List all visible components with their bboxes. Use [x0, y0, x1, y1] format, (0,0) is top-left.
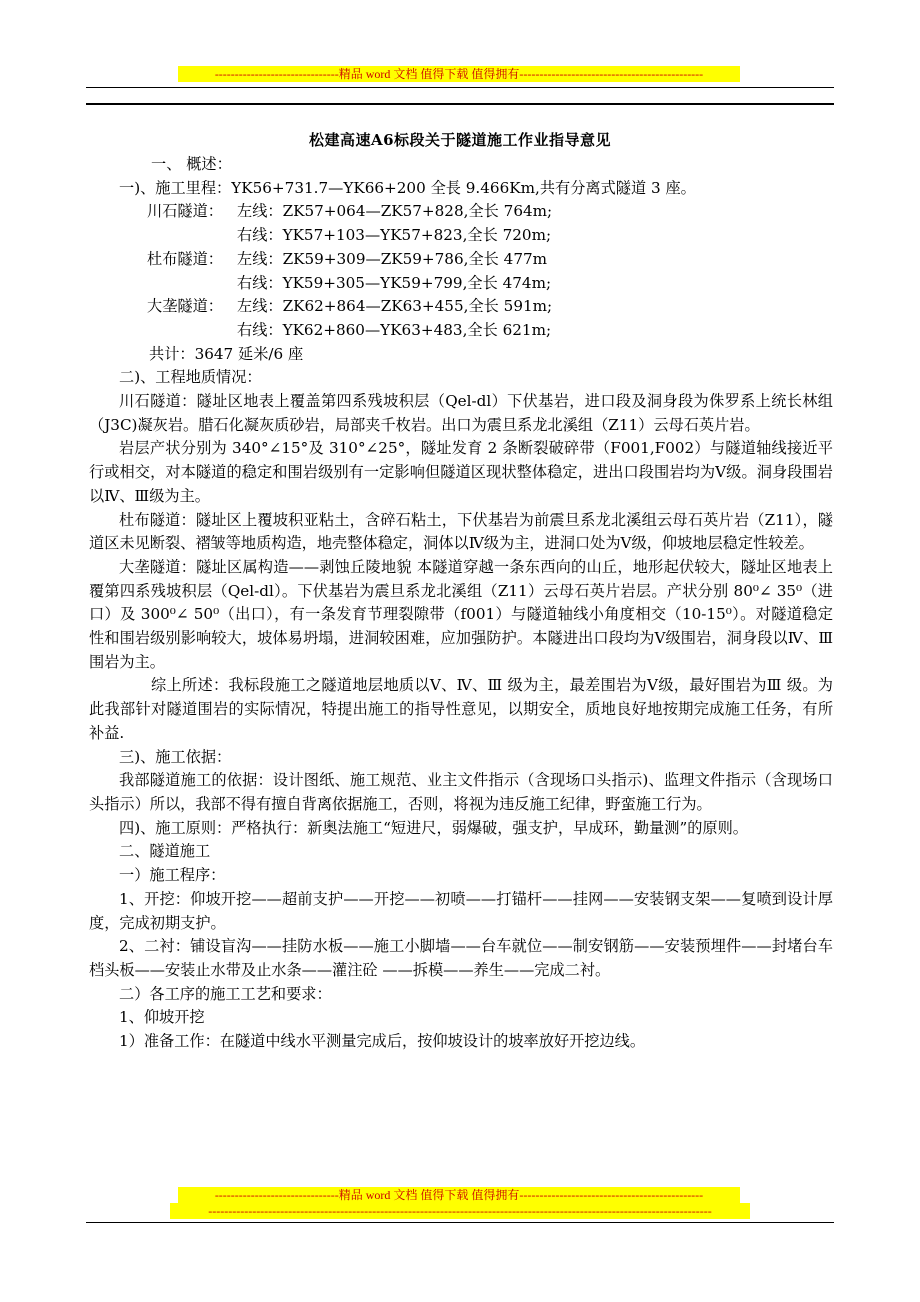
paragraph: 川石隧道：隧址区地表上覆盖第四系残坡积层（Qel-dl）下伏基岩，进口段及洞身段为侏罗系上统长林组（J3C)凝灰岩。腊石化凝灰质砂岩，局部夹千枚岩。出口为震旦系龙北溪组（Z11）云母石英片岩。 [89, 392, 833, 434]
tunnel-right-line: 右线：YK62+860—YK63+483,全长 621m; [237, 320, 552, 339]
tunnel-entry [89, 248, 833, 272]
tunnel-left-line: 左线：ZK62+864—ZK63+455,全长 591m; [237, 297, 553, 316]
footer-rule [86, 1222, 834, 1223]
tunnel-entry [89, 200, 833, 224]
subsection-heading: 三)、施工依据： [119, 747, 232, 766]
bottom-watermark-banner: -------------------------------精品 word 文档 值得下载 值得拥有---------------------------------------------- [178, 1187, 740, 1203]
tunnel-entry [89, 319, 833, 343]
paragraph: 1、开挖：仰坡开挖——超前支护——开挖——初喷——打锚杆——挂网——安装钢支架——复喷到设计厚度，完成初期支护。 [89, 889, 833, 932]
section-heading: 一、 概述： [151, 155, 232, 173]
tunnel-entry [89, 295, 833, 319]
paragraph: 四)、施工原则：严格执行：新奥法施工“短进尺，弱爆破，强支护，早成环，勤量测”的原则。 [119, 818, 748, 837]
document-body [89, 153, 833, 1054]
tunnel-name: 大垄隧道： [147, 297, 223, 316]
list-item: 1、仰坡开挖 [119, 1008, 205, 1027]
paragraph: 2、二衬：铺设盲沟——挂防水板——施工小脚墙——台车就位——制安钢筋——安装预埋件——封堵台车档头板——安装止水带及止水条——灌注砼 ——拆模——养生——完成二衬。 [89, 937, 833, 979]
tunnel-right-line: 右线：YK57+103—YK57+823,全长 720m; [237, 226, 552, 245]
tunnel-left-line: 左线：ZK59+309—ZK59+786,全长 477m [237, 249, 548, 268]
subsection-heading: 二)、工程地质情况： [119, 368, 262, 387]
header-rule-thick [86, 103, 834, 105]
tunnel-name: 川石隧道： [147, 202, 223, 221]
tunnel-right-line: 右线：YK59+305—YK59+799,全长 474m; [237, 273, 552, 292]
tunnel-name: 杜布隧道： [147, 249, 223, 268]
paragraph: 杜布隧道：隧址区上覆坡积亚粘土，含碎石粘土，下伏基岩为前震旦系龙北溪组云母石英片岩（Z11），隧道区未见断裂、褶皱等地质构造，地壳整体稳定，洞体以Ⅳ级为主，进洞口处为Ⅴ级，仰坡地层稳定性较差。 [89, 510, 833, 553]
subsection-heading: 一）施工程序： [119, 866, 226, 885]
subsection-heading: 二）各工序的施工工艺和要求： [119, 984, 332, 1003]
paragraph: 一)、施工里程：YK56+731.7—YK66+200 全長 9.466Km,共有分离式隧道 3 座。 [119, 178, 696, 197]
tunnel-left-line: 左线：ZK57+064—ZK57+828,全长 764m; [237, 202, 553, 221]
total-line: 共计：3647 延米/6 座 [149, 344, 304, 363]
paragraph: 综上所述：我标段施工之隧道地层地质以Ⅴ、Ⅳ、Ⅲ 级为主，最差围岩为Ⅴ级，最好围岩为Ⅲ 级。为此我部针对隧道围岩的实际情况，特提出施工的指导性意见，以期安全，质地良好地按期完成施工任务，有所补益. [89, 676, 833, 742]
bottom-watermark-dashes: ------------------------------------------------------------------------------------------------------------------------------ [170, 1203, 750, 1219]
header-rule-thin [86, 87, 834, 88]
tunnel-entry [89, 272, 833, 296]
paragraph: 我部隧道施工的依据：设计图纸、施工规范、业主文件指示（含现场口头指示)、监理文件指示（含现场口头指示）所以，我部不得有擅自背离依据施工，否则，将视为违反施工纪律，野蛮施工行为。 [89, 771, 833, 813]
document-title: 松建高速A6标段关于隧道施工作业指导意见 [308, 131, 612, 149]
paragraph: 岩层产状分别为 340°∠15°及 310°∠25°，隧址发育 2 条断裂破碎带（F001,F002）与隧道轴线接近平行或相交，对本隧道的稳定和围岩级别有一定影响但隧道区现状整体稳定，进出口段围岩均为Ⅴ级。洞身段围岩以Ⅳ、Ⅲ级为主。 [89, 439, 833, 505]
section-heading: 二、隧道施工 [119, 842, 211, 861]
top-watermark-banner: -------------------------------精品 word 文档 值得下载 值得拥有---------------------------------------------- [178, 66, 740, 82]
paragraph: 大垄隧道：隧址区属构造——剥蚀丘陵地貌 本隧道穿越一条东西向的山丘，地形起伏较大，隧址区地表上覆第四系残坡积层（Qel-dl）。下伏基岩为震旦系龙北溪组（Z11）云母石英片岩层。产状分别 80⁰∠ 35⁰（进口）及 300⁰∠ 50⁰（出口），有一条发育节理裂隙带（f001）与隧道轴线小角度相交（10-15⁰）。对隧道稳定性和围岩级别影响较大，坡体易坍塌，进洞较困难，应加强防护。本隧进出口段均为Ⅴ级围岩，洞身段以Ⅳ、Ⅲ围岩为主。 [89, 557, 833, 671]
tunnel-entry [89, 224, 833, 248]
list-item: 1）准备工作：在隧道中线水平测量完成后，按仰坡设计的坡率放好开挖边线。 [119, 1032, 646, 1051]
